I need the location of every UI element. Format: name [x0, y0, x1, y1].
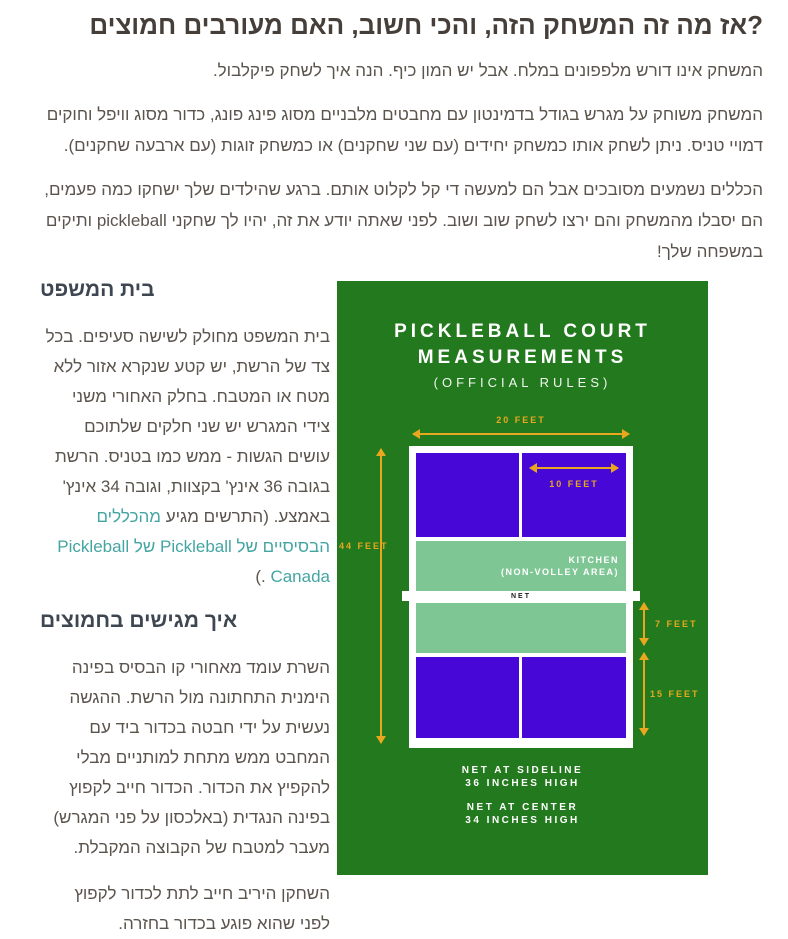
- intro-paragraph-1: המשחק אינו דורש מלפפונים במלח. אבל יש המון כיף. הנה איך לשחק פיקלבול.: [212, 61, 763, 80]
- net-sideline-note: [337, 764, 708, 790]
- net-center-note: [337, 801, 708, 827]
- net-center-note-line1: NET AT CENTER: [466, 802, 579, 813]
- net-label: NET: [511, 592, 531, 600]
- court-paragraph-text: בית המשפט מחולק לשישה סעיפים. בכל צד של הרשת, יש קטע שנקרא אזור ללא מטח או המטבח. בחלק האחורי משני צידי המגרש יש שני חלקים שלתוכם עושים הגשות - ממש כמו בטניס. הרשת בגובה 36 אינץ' בקצוות, וגובה 34 אינץ' באמצע. (התרשים מגיע: [45, 327, 330, 526]
- infographic-title: [337, 319, 708, 392]
- net-center-note-line2: 34 INCHES HIGH: [465, 815, 580, 826]
- section-heading-court: בית המשפט: [40, 278, 155, 301]
- service-depth-label: 15 FEET: [650, 689, 700, 699]
- half-width-dimension-arrow: [530, 467, 618, 469]
- service-box-top-left: [416, 453, 519, 537]
- net-sideline-note-line2: 36 INCHES HIGH: [465, 778, 580, 789]
- two-column-section: [40, 277, 763, 939]
- service-box-top-right: [522, 453, 626, 537]
- infographic-subtitle: (OFFICIAL RULES): [433, 375, 612, 390]
- court-paragraph-closing: .): [255, 567, 271, 586]
- pickleball-rules-link[interactable]: מהכללים הבסיסיים של Pickleball של Pickleball Canada: [57, 507, 330, 586]
- net-sideline-note-line1: NET AT SIDELINE: [461, 765, 584, 776]
- kitchen-label-line1: KITCHEN: [568, 555, 619, 565]
- service-depth-arrow: [643, 653, 645, 735]
- kitchen-depth-arrow: [643, 603, 645, 645]
- width-dimension-arrow: [413, 433, 629, 435]
- kitchen-label-line2: (NON-VOLLEY AREA): [500, 567, 619, 577]
- top-service-row: [416, 453, 626, 537]
- serve-paragraph-2: השחקן היריב חייב לתת לכדור לקפוץ לפני שהוא פוגע בכדור בחזרה.: [74, 884, 330, 933]
- bottom-service-row: [416, 657, 626, 738]
- service-box-bottom-right: [522, 657, 626, 738]
- intro-paragraph-2: המשחק משוחק על מגרש בגודל בדמינטון עם מחבטים מלבניים מסוג פינג פונג, כדור מסוג וויפל וחוקים דמויי טניס. ניתן לשחק אותו כמשחק יחידים (עם שני שחקנים) או כמשחק זוגות (עם ארבעה שחקנים).: [46, 105, 763, 155]
- article-text-column: [40, 277, 330, 939]
- section-heading-serve: איך מגישים בחמוצים: [40, 609, 238, 632]
- half-width-dimension-label: 10 FEET: [549, 479, 599, 489]
- service-box-bottom-left: [416, 657, 519, 738]
- kitchen-area-bottom: [416, 603, 626, 653]
- court-diagram: [409, 446, 633, 748]
- court-section-paragraph: [40, 322, 330, 592]
- infographic-title-line2: MEASUREMENTS: [417, 347, 628, 368]
- serve-paragraph-1: השרת עומד מאחורי קו הבסיס בפינה הימנית התחתונה מול הרשת. ההגשה נעשית על ידי חבטה בכדור ביד עם המחבט ממש מתחת למותניים מבלי להקפיץ את הכדור. הכדור חייב לקפוץ בפינה הנגדית (באלכסון על פני המגרש) מעבר למטבח של הקבוצה המקבלת.: [53, 658, 330, 857]
- page-title: ?אז מה זה המשחק הזה, והכי חשוב, האם מעורבים חמוצים: [89, 10, 763, 40]
- court-infographic: [337, 281, 708, 875]
- net-bar: [402, 591, 640, 601]
- length-dimension-arrow: [380, 449, 382, 743]
- kitchen-area-top: [416, 541, 626, 591]
- net-height-notes: [337, 764, 708, 838]
- width-dimension-label: 20 FEET: [496, 415, 546, 425]
- length-dimension-label: 44 FEET: [339, 541, 389, 551]
- net-zone: [416, 591, 626, 601]
- intro-paragraph-3: הכללים נשמעים מסובכים אבל הם למעשה די קל לקלוט אותם. ברגע שהילדים שלך ישחקו כמה פעמים, הם יסבלו מהמשחק והם ירצו לשחק שוב ושוב. לפני שאתה יודע את זה, יהיו לך שחקני pickleball ותיקים במשפחה שלך!: [44, 180, 763, 261]
- kitchen-depth-label: 7 FEET: [655, 619, 698, 629]
- infographic-title-line1: PICKLEBALL COURT: [394, 321, 651, 342]
